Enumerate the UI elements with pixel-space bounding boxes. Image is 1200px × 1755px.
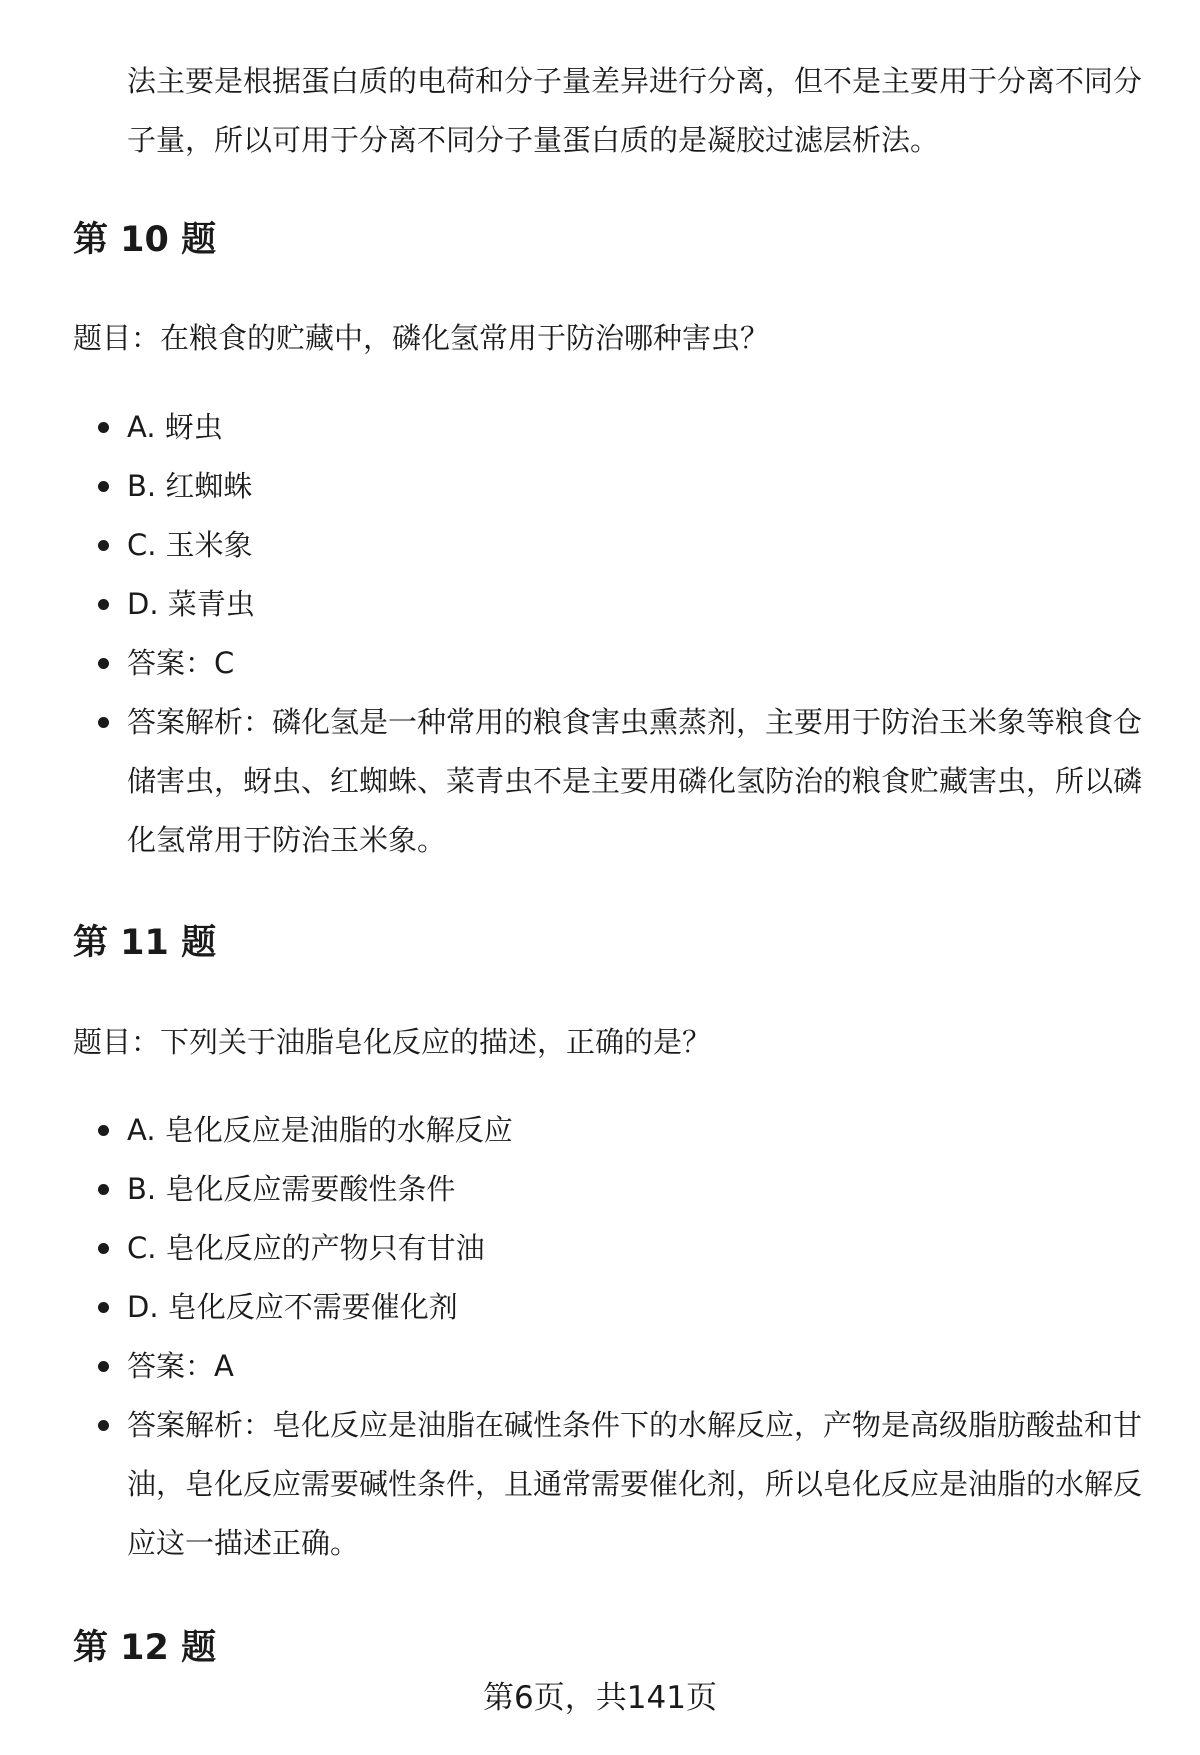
list-item [0,1396,1147,1573]
bullet-icon [98,481,109,492]
bullet-icon [98,422,109,433]
question-10-options [0,398,1200,870]
list-item [0,457,1147,516]
option-b: B. 皂化反应需要酸性条件 [127,1172,456,1206]
list-item [0,634,1147,693]
question-11-options [0,1101,1200,1573]
answer-explanation: 答案解析：磷化氢是一种常用的粮食害虫熏蒸剂，主要用于防治玉米象等粮食仓储害虫，蚜虫、红蜘蛛、菜青虫不是主要用磷化氢防治的粮食贮藏害虫，所以磷化氢常用于防治玉米象。 [127,705,1143,857]
bullet-icon [98,599,109,610]
bullet-icon [98,658,109,669]
answer: 答案：A [127,1349,234,1383]
list-item [0,1337,1147,1396]
option-a: A. 蚜虫 [127,410,223,444]
option-b: B. 红蜘蛛 [127,469,253,503]
option-d: D. 皂化反应不需要催化剂 [127,1290,458,1324]
list-item [0,516,1147,575]
question-11-text: 题目：下列关于油脂皂化反应的描述，正确的是？ [73,1025,712,1059]
answer-explanation: 答案解析：皂化反应是油脂在碱性条件下的水解反应，产物是高级脂肪酸盐和甘油，皂化反应需要碱性条件，且通常需要催化剂，所以皂化反应是油脂的水解反应这一描述正确。 [127,1408,1143,1560]
list-item [0,1278,1147,1337]
option-c: C. 皂化反应的产物只有甘油 [127,1231,485,1265]
list-item [0,398,1147,457]
option-d: D. 菜青虫 [127,587,255,621]
list-item [0,1160,1147,1219]
list-item [0,1219,1147,1278]
option-c: C. 玉米象 [127,528,253,562]
question-11-heading: 第 11 题 [73,923,217,963]
bullet-icon [98,1243,109,1254]
bullet-icon [98,717,109,728]
bullet-icon [98,1361,109,1372]
bullet-icon [98,1125,109,1136]
bullet-icon [98,540,109,551]
bullet-icon [98,1420,109,1431]
question-10-text: 题目：在粮食的贮藏中，磷化氢常用于防治哪种害虫？ [73,321,770,355]
list-item [0,575,1147,634]
question-10-heading: 第 10 题 [73,220,217,260]
option-a: A. 皂化反应是油脂的水解反应 [127,1113,513,1147]
list-item [0,1101,1147,1160]
list-item [0,693,1147,870]
bullet-icon [98,1184,109,1195]
bullet-icon [98,1302,109,1313]
page-number: 第6页，共141页 [483,1680,717,1716]
question-12-heading: 第 12 题 [73,1628,217,1668]
intro-paragraph: 法主要是根据蛋白质的电荷和分子量差异进行分离，但不是主要用于分离不同分子量，所以可用于分离不同分子量蛋白质的是凝胶过滤层析法。 [127,64,1143,157]
answer: 答案：C [127,646,235,680]
